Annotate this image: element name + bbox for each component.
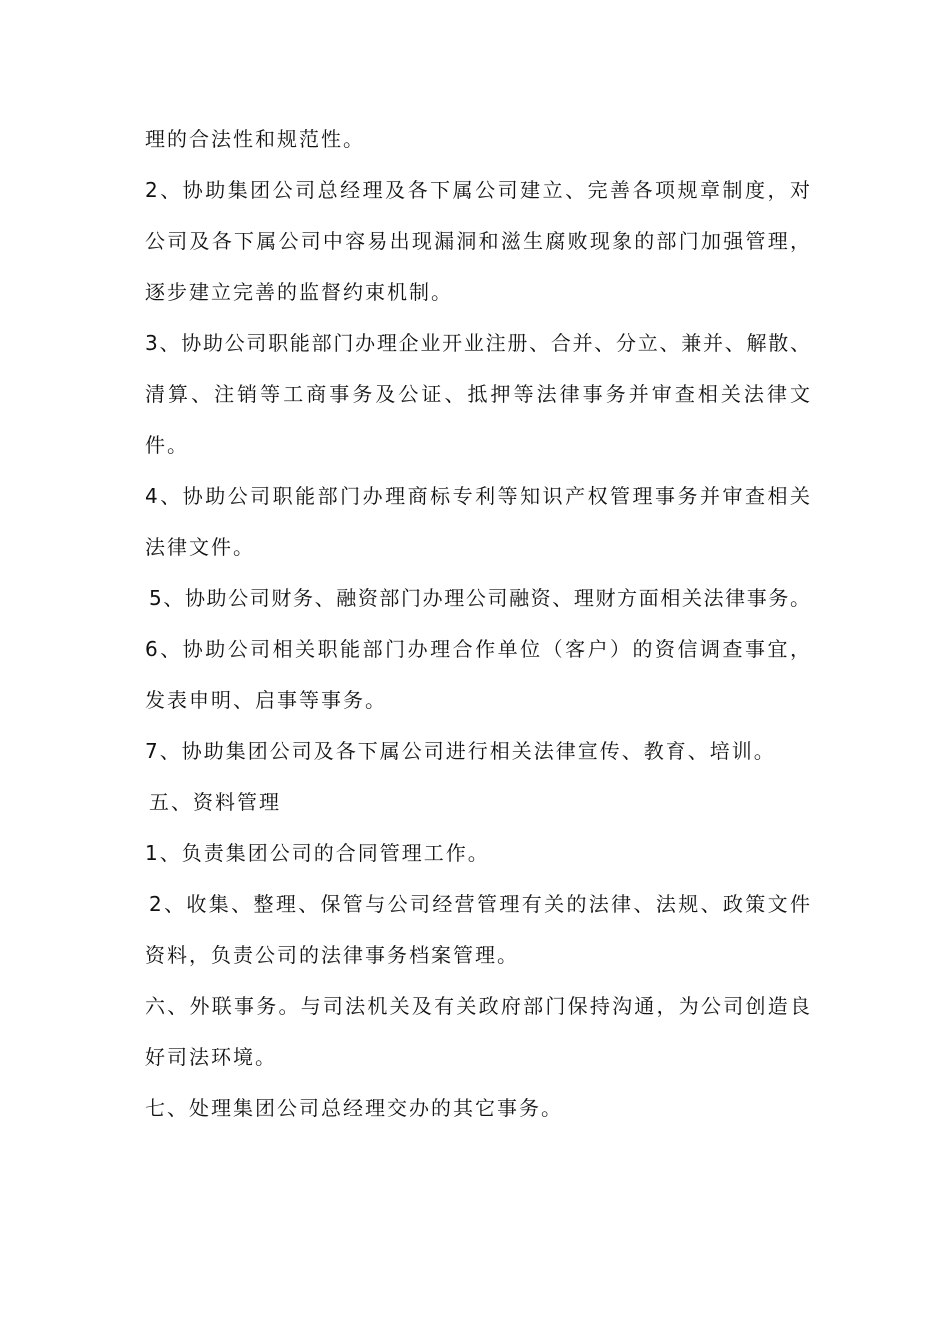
text-line: 公司及各下属公司中容易出现漏洞和滋生腐败现象的部门加强管理， [145, 229, 810, 253]
text-line: 2、收集、整理、保管与公司经营管理有关的法律、法规、政策文件 [149, 892, 810, 916]
text-line: 六、外联事务。与司法机关及有关政府部门保持沟通，为公司创造良 [145, 994, 810, 1018]
text-line: 发表申明、启事等事务。 [145, 688, 387, 712]
text-line: 法律文件。 [145, 535, 255, 559]
text-line: 1、负责集团公司的合同管理工作。 [145, 841, 490, 865]
text-line: 2、协助集团公司总经理及各下属公司建立、完善各项规章制度，对 [145, 178, 810, 202]
text-line: 6、协助公司相关职能部门办理合作单位（客户）的资信调查事宜， [145, 637, 810, 661]
text-line: 4、协助公司职能部门办理商标专利等知识产权管理事务并审查相关 [145, 484, 810, 508]
text-line: 3、协助公司职能部门办理企业开业注册、合并、分立、兼并、解散、 [145, 331, 810, 355]
document-body [145, 114, 810, 1134]
text-line: 资料，负责公司的法律事务档案管理。 [145, 943, 519, 967]
text-line: 件。 [145, 433, 189, 457]
section-heading: 五、资料管理 [149, 790, 281, 814]
text-line: 理的合法性和规范性。 [145, 127, 365, 151]
text-line: 清算、注销等工商事务及公证、抵押等法律事务并审查相关法律文 [145, 382, 810, 406]
text-line: 好司法环境。 [145, 1045, 277, 1069]
text-line: 7、协助集团公司及各下属公司进行相关法律宣传、教育、培训。 [145, 739, 776, 763]
text-line: 5、协助公司财务、融资部门办理公司融资、理财方面相关法律事务。 [149, 586, 810, 610]
text-line: 逐步建立完善的监督约束机制。 [145, 280, 453, 304]
text-line: 七、处理集团公司总经理交办的其它事务。 [145, 1096, 563, 1120]
